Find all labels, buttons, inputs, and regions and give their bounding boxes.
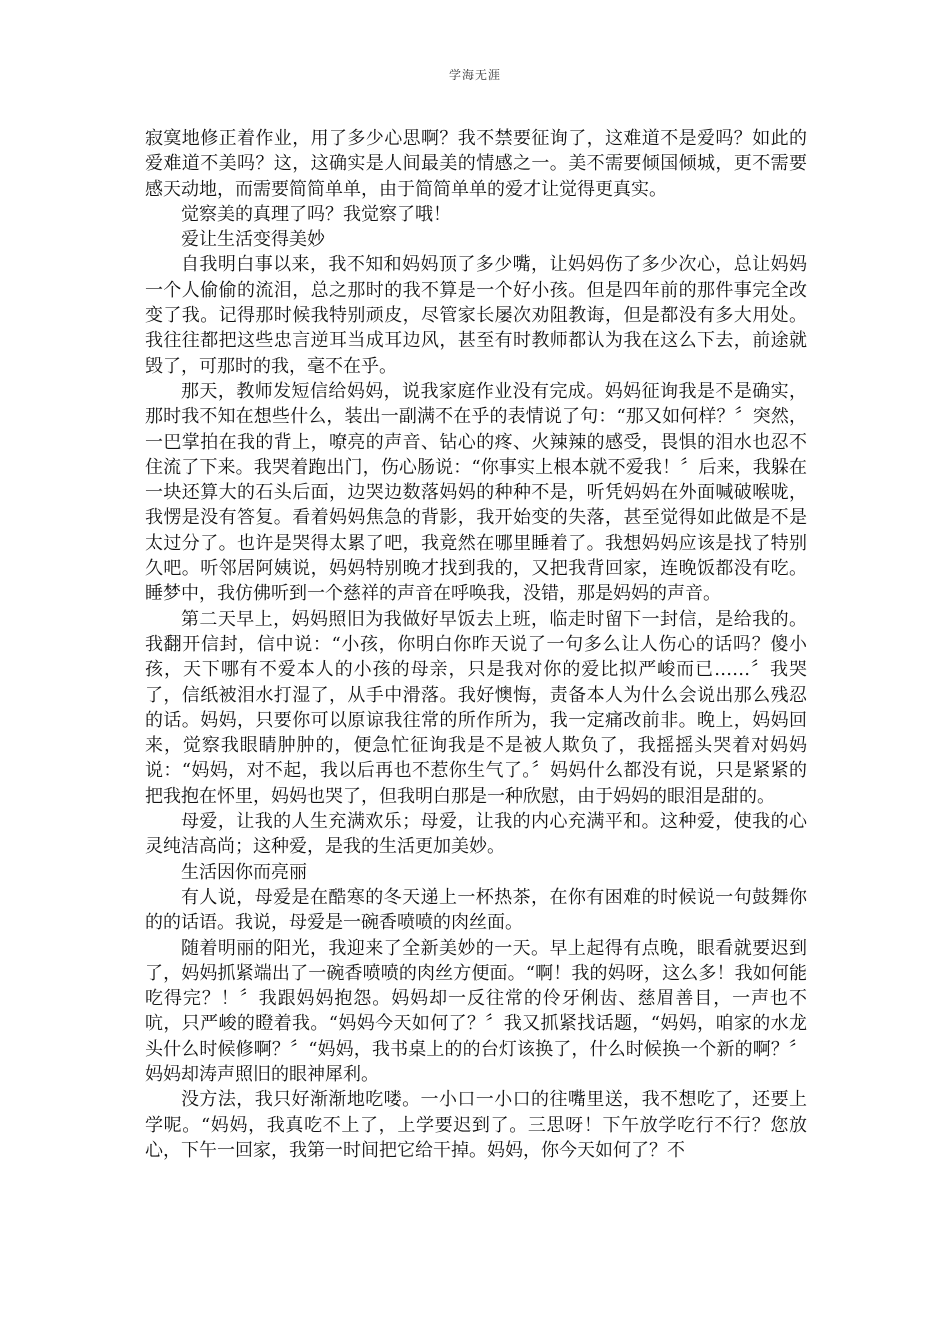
paragraph: 随着明丽的阳光，我迎来了全新美妙的一天。早上起得有点晚，眼看就要迟到了，妈妈抓紧端出了一碗香喷喷的肉丝方便面。“啊！我的妈呀，这么多！我如何能吃得完？！〞我跟妈妈抱怨。妈妈却一反往常的伶牙俐齿、慈眉善目，一声也不吭，只严峻的瞪着我。“妈妈今天如何了？〞我又抓紧找话题，“妈妈，咱家的水龙头什么时候修啊？〞“妈妈，我书桌上的的台灯该换了，什么时候换一个新的啊？〞妈妈却涛声照旧的眼神犀利。	[145, 937, 807, 1085]
document-body	[145, 126, 807, 1163]
paragraph: 自我明白事以来，我不知和妈妈顶了多少嘴，让妈妈伤了多少次心，总让妈妈一个人偷偷的流泪，总之那时的我不算是一个好小孩。但是四年前的那件事完全改变了我。记得那时候我特别顽皮，尽管家长屡次劝阻教诲，但是都没有多大用处。我往往都把这些忠言逆耳当成耳边风，甚至有时教师都认为我在这么下去，前途就毁了，可那时的我，毫不在乎。	[145, 254, 807, 377]
paragraph: 寂寞地修正着作业，用了多少心思啊？我不禁要征询了，这难道不是爱吗？如此的爱难道不美吗？这，这确实是人间最美的情感之一。美不需要倾国倾城，更不需要感天动地，而需要简简单单，由于简简单单的爱才让觉得更真实。	[145, 128, 807, 200]
paragraph: 母爱，让我的人生充满欢乐；母爱，让我的内心充满平和。这种爱，使我的心灵纯洁高尚；这种爱，是我的生活更加美妙。	[145, 811, 807, 858]
paragraph: 有人说，母爱是在酷寒的冬天递上一杯热茶，在你有困难的时候说一句鼓舞你的的话语。我说，母爱是一碗香喷喷的肉丝面。	[145, 886, 807, 934]
paragraph: 觉察美的真理了吗？我觉察了哦！	[181, 203, 451, 225]
paragraph: 那天，教师发短信给妈妈，说我家庭作业没有完成。妈妈征询我是不是确实，那时我不知在想些什么，装出一副满不在乎的表情说了句：“那又如何样？〞突然，一巴掌拍在我的背上，嘹亮的声音、钻心的疼、火辣辣的感受，畏惧的泪水也忍不住流了下来。我哭着跑出门，伤心肠说：“你事实上根本就不爱我！〞后来，我躲在一块还算大的石头后面，边哭边数落妈妈的种种不是，听凭妈妈在外面喊破喉咙，我愣是没有答复。看着妈妈焦急的背影，我开始变的失落，甚至觉得如此做是不是太过分了。也许是哭得太累了吧，我竟然在哪里睡着了。我想妈妈应该是找了特别久吧。听邻居阿姨说，妈妈特别晚才找到我的，又把我背回家，连晚饭都没有吃。睡梦中，我仿佛听到一个慈祥的声音在呼唤我，没错，那是妈妈的声音。	[145, 380, 807, 605]
page-header: 学海无涯	[448, 68, 501, 82]
paragraph: 没方法，我只好渐渐地吃喽。一小口一小口的往嘴里送，我不想吃了，还要上学呢。“妈妈，我真吃不上了，上学要迟到了。三思呀！下午放学吃行不行？您放心，下午一回家，我第一时间把它给干掉。妈妈，你今天如何了？不	[145, 1089, 807, 1161]
section-title: 生活因你而亮丽	[181, 861, 307, 883]
section-title: 爱让生活变得美妙	[181, 229, 325, 251]
paragraph: 第二天早上，妈妈照旧为我做好早饭去上班，临走时留下一封信，是给我的。我翻开信封，信中说：“小孩，你明白你昨天说了一句多么让人伤心的话吗？傻小孩，天下哪有不爱本人的小孩的母亲，只是我对你的爱比拟严峻而已……〞我哭了，信纸被泪水打湿了，从手中滑落。我好懊悔，责备本人为什么会说出那么残忍的话。妈妈，只要你可以原谅我往常的所作所为，我一定痛改前非。晚上，妈妈回来，觉察我眼睛肿肿的，便急忙征询我是不是被人欺负了，我摇摇头哭着对妈妈说：“妈妈，对不起，我以后再也不惹你生气了。〞妈妈什么都没有说，只是紧紧的把我抱在怀里，妈妈也哭了，但我明白那是一种欣慰，由于妈妈的眼泪是甜的。	[145, 608, 807, 807]
